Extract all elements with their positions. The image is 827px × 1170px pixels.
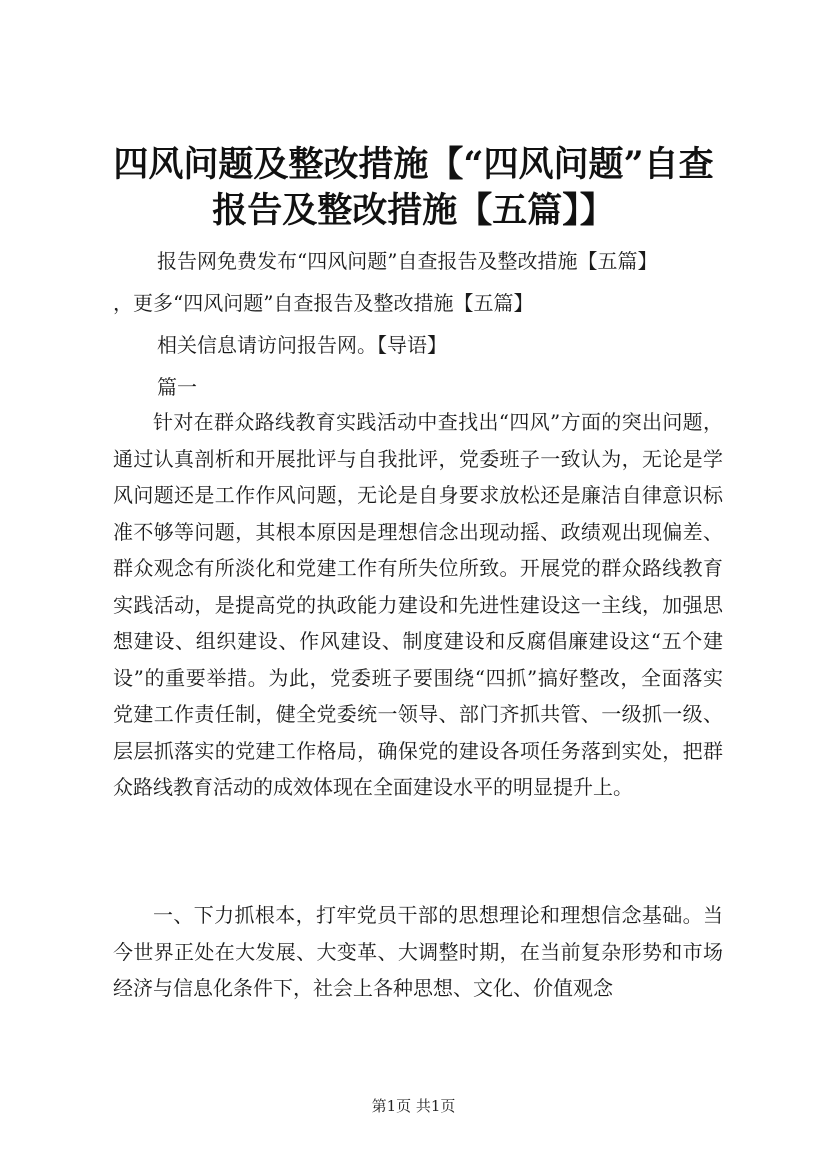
body-paragraph: 针对在群众路线教育实践活动中查找出“四风”方面的突出问题，通过认真剖析和开展批评与自我批评，党委班子一致认为，无论是学风问题还是工作作风问题，无论是自身要求放松还是廉洁自律意识标准不够等问题，其根本原因是理想信念出现动摇、政绩观出现偏差、群众观念有所淡化和党建工作有所失位所致。开展党的群众路线教育实践活动，是提高党的执政能力建设和先进性建设这一主线，加强思想建设、组织建设、作风建设、制度建设和反腐倡廉建设这“五个建设”的重要举措。为此，党委班子要围绕“四抓”搞好整改，全面落实党建工作责任制，健全党委统一领导、部门齐抓共管、一级抓一级、层层抓落实的党建工作格局，确保党的建设各项任务落到实处，把群众路线教育活动的成效体现在全面建设水平的明显提升上。	[113, 410, 723, 799]
document-title: 四风问题及整改措施【“四风问题”自查报告及整改措施【五篇】】	[113, 144, 714, 231]
page-footer: 第1页 共1页	[371, 1097, 456, 1115]
intro-line: 相关信息请访问报告网。【导语】	[157, 333, 447, 357]
intro-line: 报告网免费发布“四风问题”自查报告及整改措施【五篇】	[157, 249, 658, 273]
intro-line: ，更多“四风问题”自查报告及整改措施【五篇】	[113, 291, 534, 315]
intro-block	[113, 240, 723, 408]
section-heading: 篇一	[157, 375, 197, 399]
body-paragraph: 一、下力抓根本，打牢党员干部的思想理论和理想信念基础。当今世界正处在大发展、大变革、大调整时期，在当前复杂形势和市场经济与信息化条件下，社会上各种思想、文化、价值观念	[113, 903, 723, 1000]
